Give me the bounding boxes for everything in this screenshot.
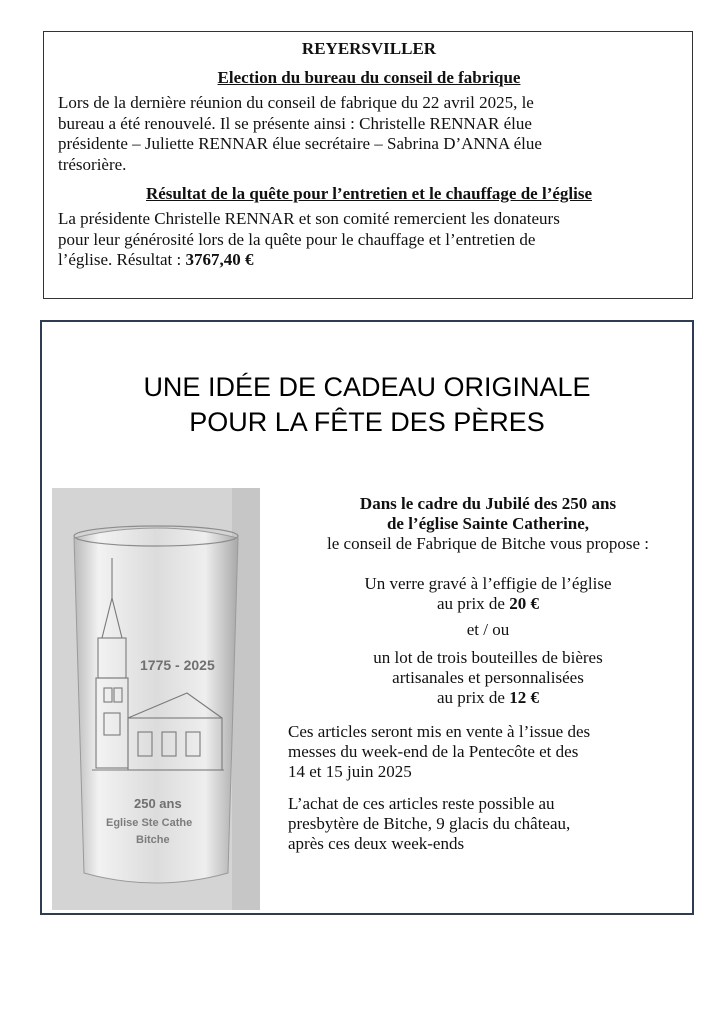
offer-glass-price xyxy=(288,594,688,614)
offer-text xyxy=(288,494,688,854)
headline-line: POUR LA FÊTE DES PÈRES xyxy=(189,407,545,437)
paragraph-line: La présidente Christelle RENNAR et son comité remercient les donateurs xyxy=(58,209,560,228)
price-value: 12 € xyxy=(509,688,539,707)
glass-caption-church: Eglise Ste Cathe xyxy=(106,817,193,829)
result-label: l’église. Résultat : xyxy=(58,250,186,269)
gift-headline xyxy=(42,370,692,440)
paragraph-line xyxy=(58,250,680,271)
intro-line: le conseil de Fabrique de Bitche vous propose : xyxy=(327,534,649,553)
election-heading: Election du bureau du conseil de fabrique xyxy=(217,68,521,87)
offer-beer: un lot de trois bouteilles de bières xyxy=(373,648,603,667)
gift-idea-panel xyxy=(40,320,694,915)
engraved-glass-photo xyxy=(52,488,260,910)
collection-heading: Résultat de la quête pour l’entretien et le chauffage de l’église xyxy=(145,184,593,203)
offer-beer-price xyxy=(288,688,688,708)
glass-caption-250: 250 ans xyxy=(134,796,182,811)
paragraph-line: messes du week-end de la Pentecôte et des xyxy=(288,742,579,761)
sale-paragraph xyxy=(288,722,688,782)
headline-line: UNE IDÉE DE CADEAU ORIGINALE xyxy=(143,372,591,402)
paragraph-line: L’achat de ces articles reste possible au xyxy=(288,794,555,813)
intro-line: de l’église Sainte Catherine, xyxy=(386,514,590,533)
paragraph-line: Ces articles seront mis en vente à l’issue des xyxy=(288,722,591,741)
and-or-text: et / ou xyxy=(466,620,510,639)
paragraph-line: après ces deux week-ends xyxy=(288,834,465,853)
election-paragraph xyxy=(58,93,680,175)
section-title: REYERSVILLER xyxy=(301,39,437,58)
after-paragraph xyxy=(288,794,688,854)
glass-caption-town: Bitche xyxy=(136,834,170,846)
offer-beer-line: artisanales et personnalisées xyxy=(392,668,584,687)
offer-glass: Un verre gravé à l’effigie de l’église xyxy=(364,574,612,593)
paragraph-line: bureau a été renouvelé. Il se présente ainsi : Christelle RENNAR élue xyxy=(58,113,532,133)
paragraph-line: présidente – Juliette RENNAR élue secrétaire – Sabrina D’ANNA élue xyxy=(58,134,542,153)
glass-years: 1775 - 2025 xyxy=(140,657,215,673)
result-amount: 3767,40 € xyxy=(185,250,254,269)
price-prefix: au prix de xyxy=(437,594,510,613)
intro-line: Dans le cadre du Jubilé des 250 ans xyxy=(359,494,617,513)
paragraph-line: pour leur générosité lors de la quête pour le chauffage et l’entretien de xyxy=(58,229,536,249)
reyersviller-notice xyxy=(43,31,693,299)
paragraph-line: Lors de la dernière réunion du conseil de fabrique du 22 avril 2025, le xyxy=(58,93,534,112)
paragraph-line: presbytère de Bitche, 9 glacis du château, xyxy=(288,814,571,833)
price-value: 20 € xyxy=(509,594,539,613)
paragraph-line: trésorière. xyxy=(58,154,127,174)
paragraph-line: 14 et 15 juin 2025 xyxy=(288,762,412,781)
price-prefix: au prix de xyxy=(437,688,510,707)
collection-paragraph xyxy=(58,209,680,271)
